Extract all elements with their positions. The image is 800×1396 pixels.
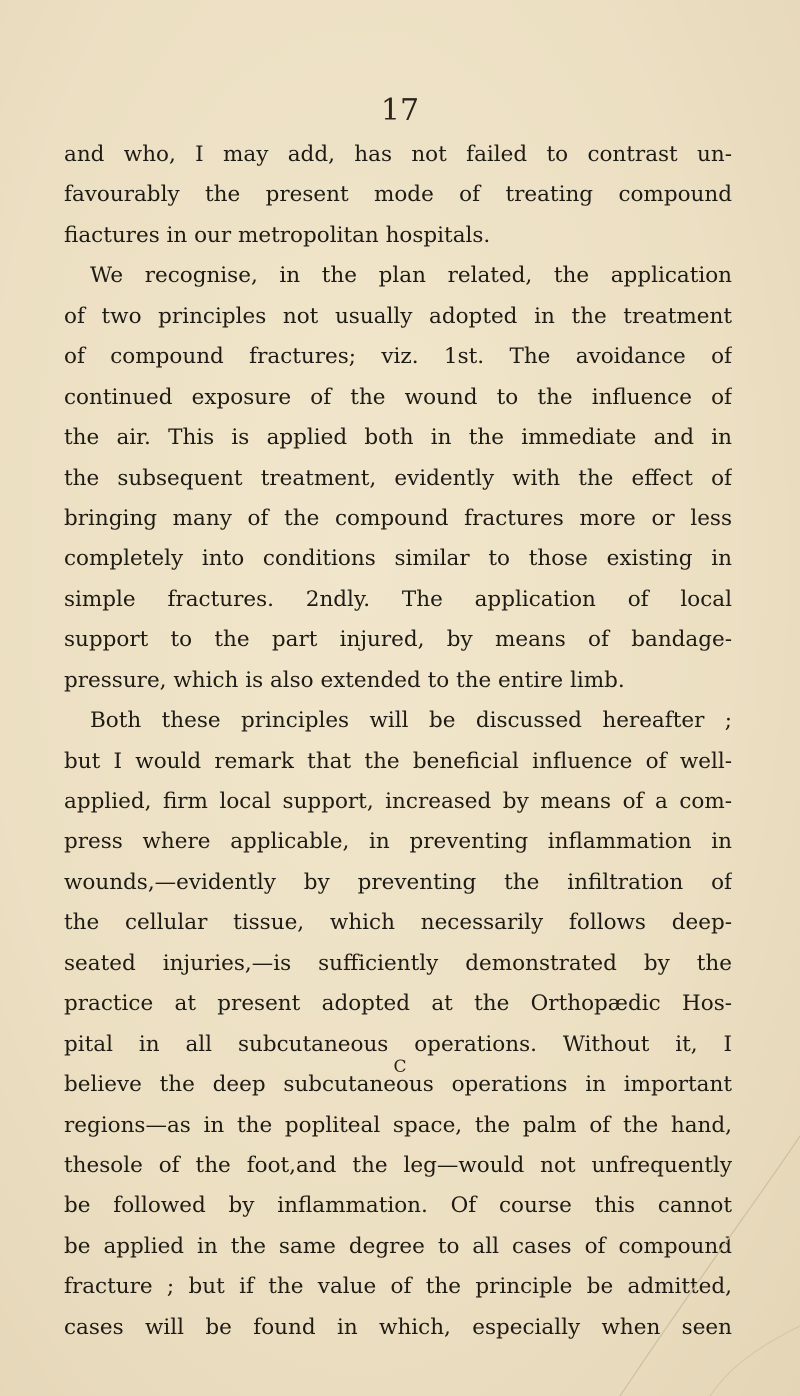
text-line: cases will be found in which, especially when seen <box>64 1314 732 1340</box>
text-line: favourably the present mode of treating compound <box>64 182 732 208</box>
text-line: Both these principles will be discussed hereafter ; <box>90 708 732 734</box>
text-line: the subsequent treatment, evidently with the effect of <box>64 465 732 491</box>
text-line: continued exposure of the wound to the influence of <box>64 384 732 410</box>
text-line: the air. This is applied both in the immediate and in <box>64 425 732 451</box>
text-line: completely into conditions similar to those existing in <box>64 546 732 572</box>
text-line: practice at present adopted at the Orthopædic Hos- <box>64 991 732 1017</box>
page-number: 17 <box>380 93 420 128</box>
text-line: pressure, which is also extended to the entire limb. <box>64 667 625 693</box>
text-line: of two principles not usually adopted in the treatment <box>64 303 732 329</box>
page-corner-crease <box>560 1096 800 1396</box>
text-line: pital in all subcutaneous operations. Without it, I <box>64 1031 732 1057</box>
text-line: be applied in the same degree to all cases of compound <box>64 1233 732 1259</box>
text-line: regions—as in the popliteal space, the palm of the hand, <box>64 1112 732 1138</box>
text-line: We recognise, in the plan related, the application <box>90 263 732 289</box>
text-line: press where applicable, in preventing inflammation in <box>64 829 732 855</box>
text-line: support to the part injured, by means of bandage- <box>64 627 732 653</box>
text-line: and who, I may add, has not failed to contrast un- <box>64 142 732 167</box>
text-line: simple fractures. 2ndly. The application of local <box>64 586 732 612</box>
text-line: applied, firm local support, increased by means of a com- <box>64 789 732 814</box>
text-line: thesole of the foot,and the leg—would not unfrequently <box>64 1152 732 1178</box>
text-line: but I would remark that the beneficial influence of well- <box>64 748 732 774</box>
text-line: of compound fractures; viz. 1st. The avoidance of <box>64 344 732 370</box>
text-line: fiactures in our metropolitan hospitals. <box>64 222 491 248</box>
text-line: seated injuries,—is sufficiently demonstrated by the <box>64 950 732 976</box>
text-line: be followed by inflammation. Of course this cannot <box>64 1193 732 1219</box>
text-line: fracture ; but if the value of the principle be admitted, <box>64 1274 732 1300</box>
text-line: wounds,—evidently by preventing the infiltration of <box>64 869 732 895</box>
signature-mark: C <box>393 1057 407 1077</box>
text-line: believe the deep subcutaneous operations in important <box>64 1072 732 1098</box>
text-line: bringing many of the compound fractures more or less <box>64 505 732 531</box>
text-line: the cellular tissue, which necessarily follows deep- <box>64 910 732 936</box>
